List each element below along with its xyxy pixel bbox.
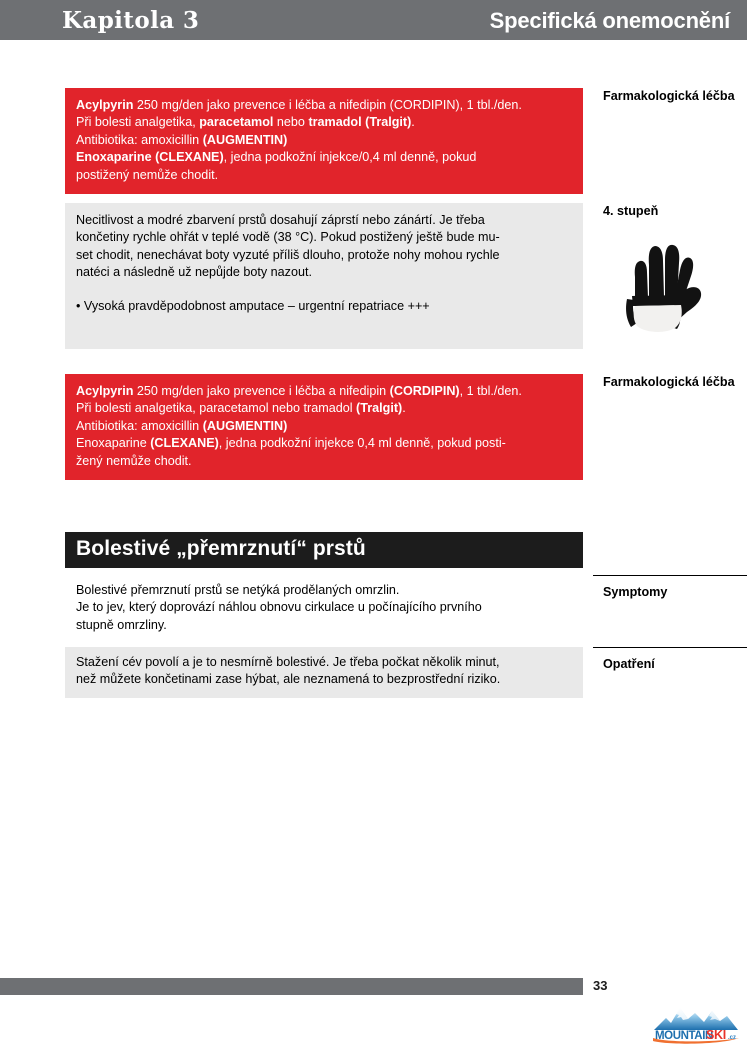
label-text: 4. stupeň <box>603 204 659 218</box>
cell-text <box>76 654 572 689</box>
footer-bar <box>0 978 583 995</box>
page-title: Specifická onemocnění <box>489 8 730 33</box>
bullet-amputation-risk: • Vysoká pravděpodobnost amputace – urgentní repatriace +++ <box>76 298 430 313</box>
svg-text:SKI: SKI <box>706 1028 726 1042</box>
text-line: než můžete končetinami zase hýbat, ale neznamená to bezprostřední riziko. <box>76 672 501 687</box>
text-line: Je to jev, který doprovází náhlou obnovu cirkulace u počínajícího prvního <box>76 600 482 615</box>
mountainski-logo[interactable] <box>650 1000 742 1044</box>
label-text: Farmakologická léčba <box>603 375 735 389</box>
label-text: Farmakologická léčba <box>603 89 735 103</box>
page-number: 33 <box>593 978 608 993</box>
text-line: Acylpyrin 250 mg/den jako prevence i léčba a nifedipin (CORDIPIN), 1 tbl./den. <box>76 98 522 112</box>
hand-frostbite-icon <box>613 243 711 333</box>
page-header <box>0 0 747 40</box>
text-line: žený nemůže chodit. <box>76 453 192 468</box>
section-heading: Bolestivé „přemrznutí“ prstů <box>76 537 366 560</box>
text-line: stupně omrzliny. <box>76 617 167 632</box>
cell-text <box>76 383 572 470</box>
text-line: postižený nemůže chodit. <box>76 167 219 182</box>
text-line: Antibiotika: amoxicillin (AUGMENTIN) <box>76 418 288 433</box>
text-line: Enoxaparine (CLEXANE), jedna podkožní injekce/0,4 ml denně, pokud <box>76 150 477 165</box>
text-line: Stažení cév povolí a je to nesmírně bolestivé. Je třeba počkat několik minut, <box>76 655 500 669</box>
treatment-red-block-2 <box>65 374 583 480</box>
chapter-label: Kapitola 3 <box>62 7 200 34</box>
label-text: Opatření <box>603 657 655 671</box>
text-line: Antibiotika: amoxicillin (AUGMENTIN) <box>76 132 288 147</box>
text-line: Při bolesti analgetika, paracetamol nebo tramadol (Tralgit). <box>76 401 406 416</box>
row-label-symptomy <box>593 575 747 600</box>
cell-text <box>76 212 572 282</box>
degree4-gray-block <box>65 203 583 349</box>
text-line: set chodit, nenechávat boty vyzuté příliš dlouho, protože nohy mohou rychle <box>76 247 500 262</box>
row-label-4-stupen <box>593 203 747 219</box>
row-label-farmakologicka-2 <box>593 374 747 390</box>
measures-block <box>65 647 583 698</box>
section-title-bar <box>65 532 583 568</box>
svg-text:MOUNTAIN: MOUNTAIN <box>655 1030 713 1042</box>
svg-text:.cz: .cz <box>728 1035 737 1041</box>
text-line: Necitlivost a modré zbarvení prstů dosahují záprstí nebo zánártí. Je třeba <box>76 213 485 227</box>
text-line: Při bolesti analgetika, paracetamol nebo tramadol (Tralgit). <box>76 115 415 130</box>
text-line: Enoxaparine (CLEXANE), jedna podkožní injekce 0,4 ml denně, pokud posti- <box>76 436 506 451</box>
text-line: natéci a následně už nepůjde boty nazout. <box>76 265 312 280</box>
cell-text <box>76 97 572 184</box>
row-label-opatreni <box>593 647 747 672</box>
text-line: Bolestivé přemrznutí prstů se netýká prodělaných omrzlin. <box>76 583 400 597</box>
text-line: Acylpyrin 250 mg/den jako prevence i léčba a nifedipin (CORDIPIN), 1 tbl./den. <box>76 384 522 398</box>
treatment-red-block-1 <box>65 88 583 194</box>
cell-text <box>76 582 572 634</box>
text-line: končetiny rychle ohřát v teplé vodě (38 °C). Pokud postižený ještě bude mu- <box>76 230 500 245</box>
symptoms-block <box>65 575 583 643</box>
label-text: Symptomy <box>603 585 668 599</box>
row-label-farmakologicka-1 <box>593 88 747 104</box>
